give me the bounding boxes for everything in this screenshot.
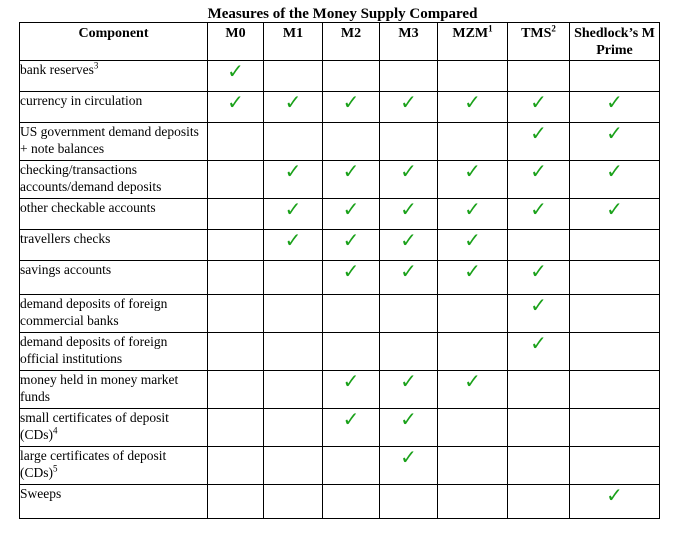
- component-label: bank reserves$^3$: [20, 61, 208, 92]
- check-mark-icon: ✓: [464, 159, 481, 183]
- check-cell: [380, 371, 438, 409]
- check-mark-icon: ✓: [606, 121, 623, 145]
- table-header-row: [20, 23, 660, 61]
- check-cell: [323, 230, 380, 261]
- check-cell: [323, 333, 380, 371]
- column-header-component: Component: [20, 23, 208, 61]
- check-cell: [570, 199, 660, 230]
- check-mark-icon: ✓: [400, 90, 417, 114]
- check-mark-icon: ✓: [400, 369, 417, 393]
- check-cell: [438, 92, 508, 123]
- check-mark-icon: ✓: [530, 159, 547, 183]
- table-row: [20, 230, 660, 261]
- check-cell: [264, 161, 323, 199]
- check-cell: [208, 230, 264, 261]
- check-cell: [508, 409, 570, 447]
- check-cell: [264, 199, 323, 230]
- check-cell: [264, 371, 323, 409]
- check-cell: [508, 230, 570, 261]
- check-cell: [508, 485, 570, 519]
- check-cell: [323, 123, 380, 161]
- check-mark-icon: ✓: [400, 159, 417, 183]
- check-cell: [323, 261, 380, 295]
- check-mark-icon: ✓: [342, 369, 360, 393]
- component-label: large certificates of deposit (CDs)$^5$: [20, 447, 208, 485]
- check-mark-icon: ✓: [227, 59, 244, 83]
- check-cell: [264, 261, 323, 295]
- component-label: checking/transactions accounts/demand deposits: [20, 161, 208, 199]
- table-row: [20, 409, 660, 447]
- check-mark-icon: ✓: [530, 90, 547, 114]
- check-cell: [323, 371, 380, 409]
- check-cell: [380, 447, 438, 485]
- component-label: demand deposits of foreign commercial banks: [20, 295, 208, 333]
- check-cell: [323, 199, 380, 230]
- check-cell: [570, 447, 660, 485]
- table-row: [20, 333, 660, 371]
- check-cell: [380, 261, 438, 295]
- check-cell: [208, 333, 264, 371]
- check-mark-icon: ✓: [606, 197, 623, 221]
- check-cell: [508, 447, 570, 485]
- component-label: other checkable accounts: [20, 199, 208, 230]
- money-supply-table: [19, 22, 660, 519]
- check-mark-icon: ✓: [530, 293, 547, 317]
- column-header: M2: [323, 23, 380, 61]
- check-cell: [508, 123, 570, 161]
- check-mark-icon: ✓: [342, 407, 360, 431]
- check-cell: [570, 295, 660, 333]
- check-mark-icon: ✓: [284, 228, 302, 252]
- check-cell: [438, 123, 508, 161]
- check-cell: [508, 61, 570, 92]
- check-cell: [570, 333, 660, 371]
- check-cell: [438, 61, 508, 92]
- component-label: US government demand deposits + note balances: [20, 123, 208, 161]
- check-cell: [508, 295, 570, 333]
- check-mark-icon: ✓: [606, 483, 623, 507]
- check-mark-icon: ✓: [400, 197, 417, 221]
- check-cell: [508, 371, 570, 409]
- check-cell: [570, 92, 660, 123]
- table-row: [20, 485, 660, 519]
- check-cell: [208, 409, 264, 447]
- check-mark-icon: ✓: [464, 369, 481, 393]
- page-title: Measures of the Money Supply Compared: [207, 6, 478, 22]
- check-cell: [438, 485, 508, 519]
- check-mark-icon: ✓: [284, 159, 302, 183]
- check-cell: [208, 123, 264, 161]
- column-header: M1: [264, 23, 323, 61]
- table-row: [20, 61, 660, 92]
- check-mark-icon: ✓: [530, 121, 547, 145]
- check-mark-icon: ✓: [606, 159, 623, 183]
- check-cell: [508, 199, 570, 230]
- check-mark-icon: ✓: [284, 197, 302, 221]
- check-cell: [570, 123, 660, 161]
- check-cell: [208, 61, 264, 92]
- check-cell: [570, 409, 660, 447]
- check-cell: [264, 230, 323, 261]
- check-mark-icon: ✓: [342, 159, 360, 183]
- check-mark-icon: ✓: [530, 197, 547, 221]
- table-row: [20, 371, 660, 409]
- check-cell: [208, 199, 264, 230]
- check-cell: [208, 371, 264, 409]
- check-cell: [508, 333, 570, 371]
- check-cell: [570, 371, 660, 409]
- component-label: savings accounts: [20, 261, 208, 295]
- check-cell: [380, 333, 438, 371]
- component-label: small certificates of deposit (CDs)$^4$: [20, 409, 208, 447]
- check-cell: [380, 485, 438, 519]
- check-cell: [438, 295, 508, 333]
- check-cell: [508, 261, 570, 295]
- check-cell: [438, 371, 508, 409]
- check-cell: [323, 295, 380, 333]
- check-cell: [570, 161, 660, 199]
- check-cell: [208, 447, 264, 485]
- check-cell: [380, 409, 438, 447]
- check-cell: [264, 333, 323, 371]
- check-cell: [380, 295, 438, 333]
- check-cell: [380, 199, 438, 230]
- check-cell: [508, 161, 570, 199]
- check-cell: [438, 161, 508, 199]
- check-cell: [438, 409, 508, 447]
- table-row: [20, 92, 660, 123]
- column-header: TMS$^2$: [508, 23, 570, 61]
- table-row: [20, 295, 660, 333]
- table-row: [20, 447, 660, 485]
- check-cell: [438, 333, 508, 371]
- check-cell: [264, 92, 323, 123]
- table-row: [20, 261, 660, 295]
- table-row: [20, 199, 660, 230]
- column-header: M3: [380, 23, 438, 61]
- check-mark-icon: ✓: [464, 197, 481, 221]
- check-cell: [323, 161, 380, 199]
- table-row: [20, 161, 660, 199]
- check-mark-icon: ✓: [342, 90, 360, 114]
- check-cell: [264, 485, 323, 519]
- check-cell: [438, 199, 508, 230]
- check-cell: [570, 261, 660, 295]
- component-label: money held in money market funds: [20, 371, 208, 409]
- check-mark-icon: ✓: [400, 228, 417, 252]
- check-cell: [323, 409, 380, 447]
- column-header: Shedlock’s M Prime: [570, 23, 660, 61]
- check-mark-icon: ✓: [400, 445, 417, 469]
- check-cell: [323, 447, 380, 485]
- check-cell: [380, 230, 438, 261]
- check-cell: [208, 161, 264, 199]
- column-header: MZM$^1$: [438, 23, 508, 61]
- check-mark-icon: ✓: [606, 90, 623, 114]
- check-cell: [570, 230, 660, 261]
- column-header: M0: [208, 23, 264, 61]
- check-mark-icon: ✓: [530, 331, 547, 355]
- check-mark-icon: ✓: [464, 228, 481, 252]
- check-cell: [264, 123, 323, 161]
- check-cell: [208, 295, 264, 333]
- component-label: demand deposits of foreign official institutions: [20, 333, 208, 371]
- component-label: travellers checks: [20, 230, 208, 261]
- check-cell: [380, 123, 438, 161]
- check-cell: [323, 61, 380, 92]
- check-cell: [380, 161, 438, 199]
- check-cell: [438, 230, 508, 261]
- check-cell: [323, 485, 380, 519]
- check-mark-icon: ✓: [400, 259, 417, 283]
- check-mark-icon: ✓: [400, 407, 417, 431]
- check-mark-icon: ✓: [342, 259, 360, 283]
- check-cell: [264, 409, 323, 447]
- table-row: [20, 123, 660, 161]
- check-cell: [208, 92, 264, 123]
- check-cell: [508, 92, 570, 123]
- check-cell: [208, 485, 264, 519]
- check-mark-icon: ✓: [342, 197, 360, 221]
- check-mark-icon: ✓: [227, 90, 244, 114]
- check-cell: [438, 261, 508, 295]
- check-cell: [323, 92, 380, 123]
- check-mark-icon: ✓: [464, 90, 481, 114]
- check-cell: [438, 447, 508, 485]
- component-label: Sweeps: [20, 485, 208, 519]
- component-label: currency in circulation: [20, 92, 208, 123]
- check-cell: [264, 447, 323, 485]
- check-mark-icon: ✓: [530, 259, 547, 283]
- check-cell: [570, 61, 660, 92]
- check-cell: [208, 261, 264, 295]
- check-cell: [264, 295, 323, 333]
- check-mark-icon: ✓: [342, 228, 360, 252]
- check-cell: [570, 485, 660, 519]
- check-cell: [380, 61, 438, 92]
- check-cell: [264, 61, 323, 92]
- check-mark-icon: ✓: [464, 259, 481, 283]
- check-cell: [380, 92, 438, 123]
- check-mark-icon: ✓: [284, 90, 302, 114]
